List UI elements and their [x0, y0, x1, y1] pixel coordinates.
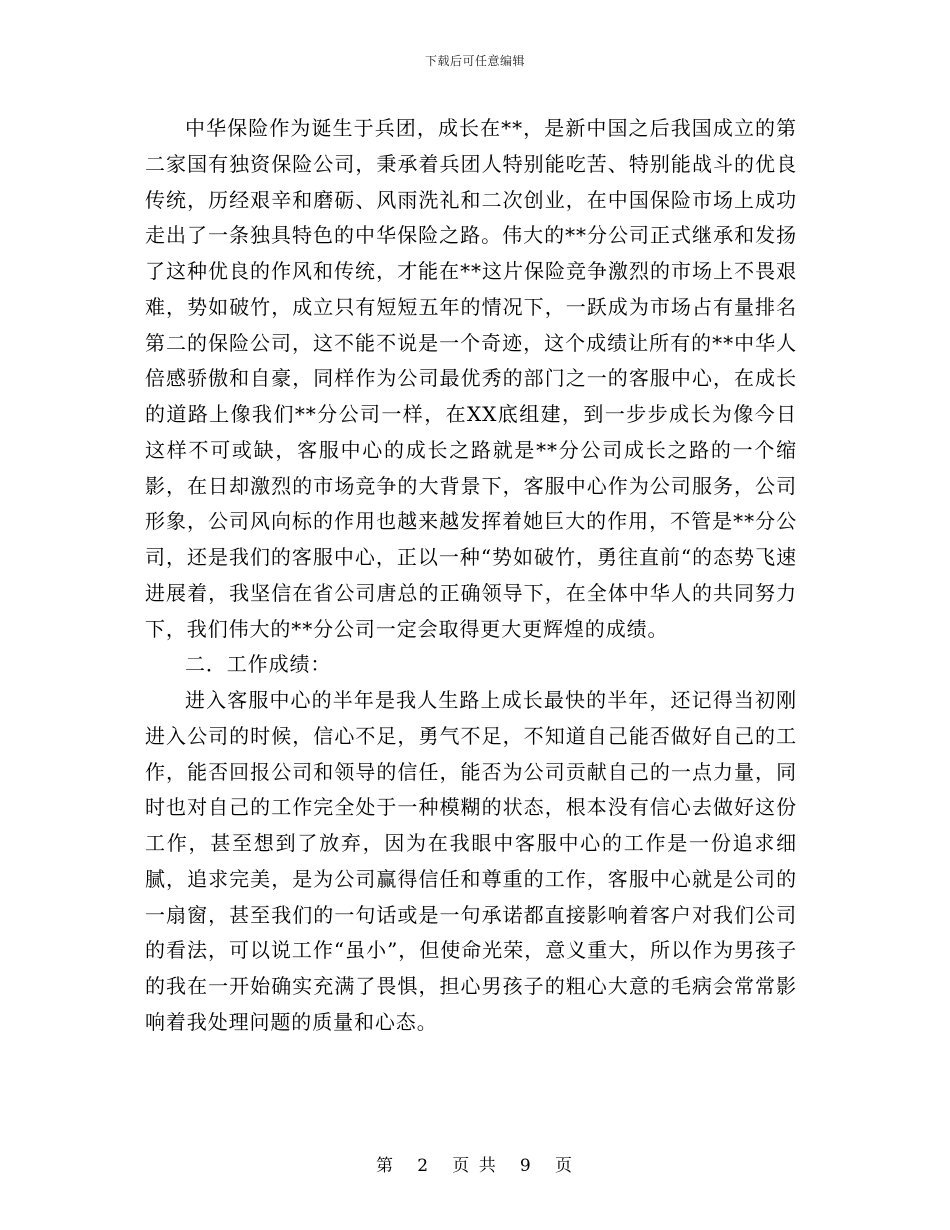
page-header [0, 53, 950, 69]
page-number-current: 2 [417, 1156, 431, 1176]
header-note: 下载后可任意编辑 [424, 54, 525, 68]
page-number-prefix: 第 [376, 1156, 396, 1176]
page-number-total: 9 [519, 1156, 533, 1176]
page-number-suffix: 页 [554, 1156, 574, 1176]
paragraph-work-results: 进入客服中心的半年是我人生路上成长最快的半年，还记得当初刚进入公司的时候，信心不足，勇气不足，不知道自己能否做好自己的工作，能否回报公司和领导的信任，能否为公司贡献自己的一点力量，同时也对自己的工作完全处于一种模糊的状态，根本没有信心去做好这份工作，甚至想到了放弃，因为在我眼中客服中心的工作是一份追求细腻，追求完美，是为公司赢得信任和尊重的工作，客服中心就是公司的一扇窗，甚至我们的一句话或是一句承诺都直接影响着客户对我们公司的看法，可以说工作“虽小”，但使命光荣，意义重大，所以作为男孩子的我在一开始确实充满了畏惧，担心男孩子的粗心大意的毛病会常常影响着我处理问题的质量和心态。 [145, 688, 797, 1034]
page-footer [0, 1155, 950, 1177]
paragraph-company-intro: 中华保险作为诞生于兵团，成长在**，是新中国之后我国成立的第二家国有独资保险公司，秉承着兵团人特别能吃苦、特别能战斗的优良传统，历经艰辛和磨砺、风雨洗礼和二次创业，在中国保险市场上成功走出了一条独具特色的中华保险之路。伟大的**分公司正式继承和发扬了这种优良的作风和传统，才能在**这片保险竞争激烈的市场上不畏艰难，势如破竹，成立只有短短五年的情况下，一跃成为市场占有量排名第二的保险公司，这不能不说是一个奇迹，这个成绩让所有的**中华人倍感骄傲和自豪，同样作为公司最优秀的部门之一的客服中心，在成长的道路上像我们**分公司一样，在XX底组建，到一步步成长为像今日这样不可或缺，客服中心的成长之路就是**分公司成长之路的一个缩影，在日却激烈的市场竞争的大背景下，客服中心作为公司服务，公司形象，公司风向标的作用也越来越发挥着她巨大的作用，不管是**分公司，还是我们的客服中心，正以一种“势如破竹，勇往直前“的态势飞速进展着，我坚信在省公司唐总的正确领导下，在全体中华人的共同努力下，我们伟大的**分公司一定会取得更大更辉煌的成绩。 [145, 116, 797, 641]
document-body [145, 111, 797, 1041]
section-heading-work-results: 二．工作成绩： [185, 652, 332, 677]
page-number-middle: 页 共 [452, 1156, 498, 1176]
